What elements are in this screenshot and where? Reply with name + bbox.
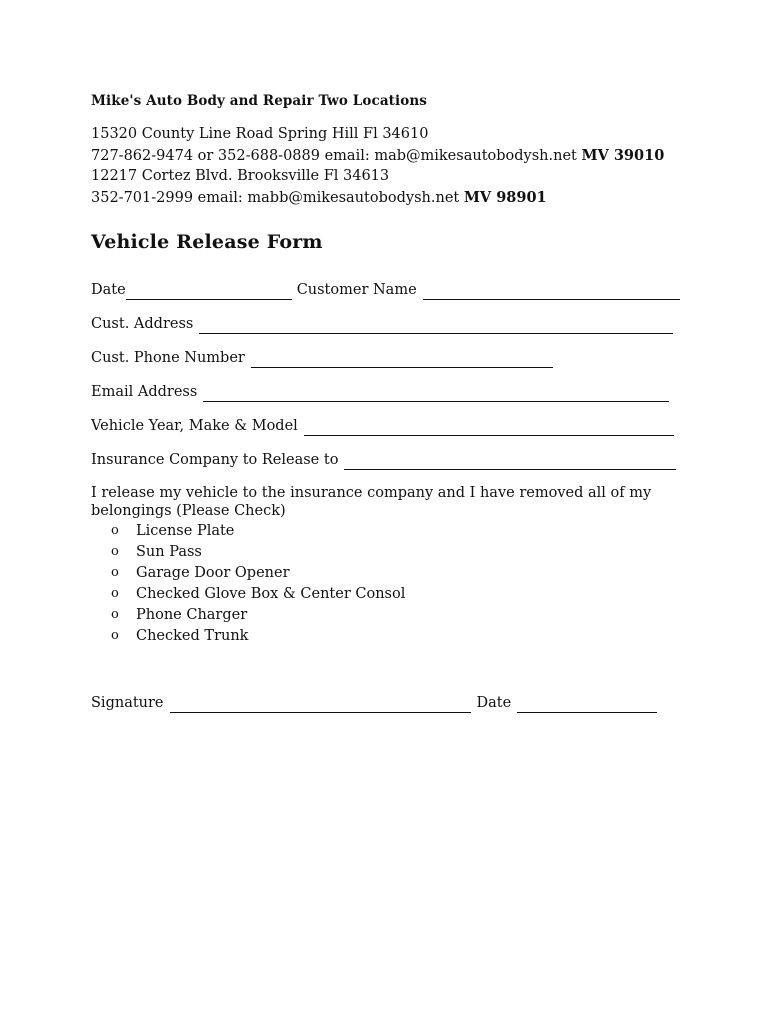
checklist-item-label: Sun Pass: [136, 543, 202, 560]
location1-contact-text: 727-862-9474 or 352-688-0889 email: mab@mikesautobodysh.net: [91, 148, 577, 164]
checklist-bullet: o: [111, 523, 119, 538]
signature-line[interactable]: [170, 696, 471, 713]
checklist-item-label: Checked Glove Box & Center Consol: [136, 585, 406, 602]
checklist-item[interactable]: [111, 541, 405, 562]
checklist-item[interactable]: [111, 583, 405, 604]
vehicle-label: Vehicle Year, Make & Model: [91, 418, 298, 434]
vehicle-row: [91, 416, 674, 436]
signature-label: Signature: [91, 695, 164, 711]
insurance-label: Insurance Company to Release to: [91, 452, 339, 468]
customer-name-line[interactable]: [423, 283, 680, 300]
cust-phone-line[interactable]: [251, 351, 553, 368]
vehicle-line[interactable]: [304, 419, 674, 436]
business-name: Mike's Auto Body and Repair Two Locations: [91, 93, 427, 109]
cust-phone-row: [91, 348, 553, 368]
checklist-bullet: o: [111, 607, 119, 622]
location2-license: MV 98901: [463, 189, 547, 206]
checklist-item[interactable]: [111, 520, 405, 541]
checklist-item-label: Garage Door Opener: [136, 564, 290, 581]
email-line[interactable]: [203, 385, 669, 402]
cust-phone-label: Cust. Phone Number: [91, 350, 245, 366]
checklist-bullet: o: [111, 544, 119, 559]
checklist-item-label: Phone Charger: [136, 606, 248, 623]
cust-address-row: [91, 314, 673, 334]
checklist-item[interactable]: [111, 562, 405, 583]
location1-address: [91, 126, 428, 142]
checklist-bullet: o: [111, 628, 119, 643]
cust-address-label: Cust. Address: [91, 316, 194, 332]
form-title: Vehicle Release Form: [91, 231, 323, 253]
date-line[interactable]: [126, 283, 292, 300]
location1-contact: [91, 147, 664, 164]
signature-date-line[interactable]: [517, 696, 657, 713]
signature-date-label: Date: [476, 695, 512, 711]
location2-contact-text: 352-701-2999 email: mabb@mikesautobodysh.net: [91, 190, 460, 206]
email-row: [91, 382, 669, 402]
date-label: Date: [91, 282, 126, 298]
checklist-item[interactable]: [111, 604, 405, 625]
belongings-checklist: [111, 520, 405, 646]
location2-address-text: 12217 Cortez Blvd. Brooksville Fl 34613: [91, 168, 390, 184]
location1-address-text: 15320 County Line Road Spring Hill Fl 34610: [91, 126, 429, 142]
location2-address: [91, 168, 389, 184]
checklist-item-label: Checked Trunk: [136, 627, 249, 644]
insurance-row: [91, 450, 676, 470]
location2-contact: [91, 189, 547, 206]
checklist-item-label: License Plate: [136, 522, 235, 539]
insurance-line[interactable]: [344, 453, 676, 470]
checklist-item[interactable]: [111, 625, 405, 646]
date-customer-row: [91, 280, 680, 300]
cust-address-line[interactable]: [199, 317, 673, 334]
checklist-bullet: o: [111, 565, 119, 580]
release-statement: I release my vehicle to the insurance company and I have removed all of my belongings (Please Check): [91, 485, 652, 519]
checklist-bullet: o: [111, 586, 119, 601]
location1-license: MV 39010: [581, 147, 665, 164]
customer-name-label: Customer Name: [296, 282, 417, 298]
email-label: Email Address: [91, 384, 198, 400]
signature-row: [91, 693, 657, 713]
